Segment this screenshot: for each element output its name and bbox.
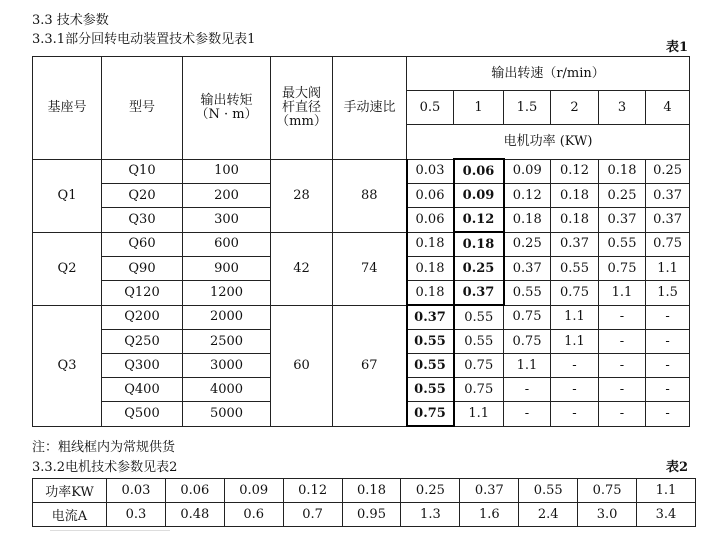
- power-cell: -: [599, 402, 646, 427]
- power-cell: 0.75: [504, 330, 551, 354]
- power-cell: 0.03: [407, 159, 454, 184]
- torque-cell: 4000: [183, 378, 271, 402]
- power-cell: 0.37: [646, 184, 690, 208]
- table1-tag: 表1: [665, 40, 688, 55]
- power-cell: -: [599, 354, 646, 378]
- power-cell: 0.18: [407, 257, 454, 281]
- table2-power-cell: 0.09: [224, 479, 283, 503]
- power-cell: -: [551, 378, 599, 402]
- power-cell: 0.18: [407, 232, 454, 257]
- table2-current-cell: 3.4: [637, 503, 696, 527]
- model-cell: Q400: [102, 378, 183, 402]
- table2-current-cell: 0.48: [165, 503, 224, 527]
- base-cell: Q1: [33, 159, 102, 232]
- power-cell: 0.55: [454, 305, 504, 330]
- power-cell: 0.09: [454, 184, 504, 208]
- power-cell: 0.75: [551, 281, 599, 306]
- table2-power-cell: 0.03: [107, 479, 166, 503]
- power-cell: -: [504, 402, 551, 427]
- power-cell: 0.18: [454, 232, 504, 257]
- model-cell: Q10: [102, 159, 183, 184]
- diameter-cell: 42: [271, 232, 333, 305]
- torque-cell: 100: [183, 159, 271, 184]
- model-cell: Q90: [102, 257, 183, 281]
- power-cell: 0.37: [599, 208, 646, 233]
- ratio-cell: 74: [333, 232, 407, 305]
- power-cell: 1.5: [646, 281, 690, 306]
- power-cell: -: [504, 378, 551, 402]
- table2-current-cell: 3.0: [578, 503, 637, 527]
- table2-tag: 表2: [665, 460, 688, 475]
- power-cell: 0.55: [551, 257, 599, 281]
- power-cell: -: [599, 378, 646, 402]
- torque-cell: 2000: [183, 305, 271, 330]
- power-cell: -: [646, 354, 690, 378]
- power-cell: -: [551, 402, 599, 427]
- power-cell: 0.25: [504, 232, 551, 257]
- header-model: 型号: [102, 57, 183, 160]
- power-cell: 0.18: [551, 184, 599, 208]
- model-cell: Q20: [102, 184, 183, 208]
- header-speed-0: 0.5: [407, 91, 454, 125]
- power-cell: 0.75: [504, 305, 551, 330]
- power-cell: -: [646, 402, 690, 427]
- ratio-cell: 67: [333, 305, 407, 426]
- header-speed-5: 4: [646, 91, 690, 125]
- power-cell: 0.12: [551, 159, 599, 184]
- table2-current-cell: 0.7: [283, 503, 342, 527]
- section-heading: 3.3 技术参数: [32, 13, 109, 28]
- power-cell: 0.37: [551, 232, 599, 257]
- torque-cell: 300: [183, 208, 271, 233]
- torque-cell: 3000: [183, 354, 271, 378]
- torque-cell: 2500: [183, 330, 271, 354]
- header-speed-4: 3: [599, 91, 646, 125]
- power-cell: 0.55: [454, 330, 504, 354]
- power-cell: 0.55: [504, 281, 551, 306]
- table2-current-cell: 1.3: [401, 503, 460, 527]
- torque-cell: 900: [183, 257, 271, 281]
- power-cell: 0.12: [454, 208, 504, 233]
- torque-cell: 1200: [183, 281, 271, 306]
- header-diameter: 最大阀 杆直径 （mm）: [271, 57, 333, 160]
- power-cell: 0.18: [504, 208, 551, 233]
- power-cell: 0.18: [551, 208, 599, 233]
- header-torque: 输出转矩 （N · m）: [183, 57, 271, 160]
- power-cell: 0.12: [504, 184, 551, 208]
- power-cell: 1.1: [454, 402, 504, 427]
- ratio-cell: 88: [333, 159, 407, 232]
- model-cell: Q250: [102, 330, 183, 354]
- power-cell: 0.25: [599, 184, 646, 208]
- table2-power-cell: 0.06: [165, 479, 224, 503]
- model-cell: Q120: [102, 281, 183, 306]
- power-cell: -: [646, 305, 690, 330]
- power-cell: 1.1: [504, 354, 551, 378]
- table2-power-cell: 0.18: [342, 479, 401, 503]
- power-cell: 1.1: [551, 305, 599, 330]
- header-ratio: 手动速比: [333, 57, 407, 160]
- power-cell: 0.55: [407, 354, 454, 378]
- model-cell: Q60: [102, 232, 183, 257]
- table2-power-cell: 0.75: [578, 479, 637, 503]
- power-cell: -: [646, 330, 690, 354]
- table-note: 注：粗线框内为常规供货: [32, 440, 176, 455]
- subsection-heading-1: 3.3.1部分回转电动装置技术参数见表1: [32, 32, 256, 47]
- power-cell: 0.06: [407, 208, 454, 233]
- model-cell: Q200: [102, 305, 183, 330]
- table2-power-label: 功率KW: [33, 479, 107, 503]
- header-speed-2: 1.5: [504, 91, 551, 125]
- model-cell: Q300: [102, 354, 183, 378]
- power-cell: 0.75: [454, 354, 504, 378]
- base-cell: Q2: [33, 232, 102, 305]
- table2-current-cell: 0.6: [224, 503, 283, 527]
- power-cell: 0.55: [599, 232, 646, 257]
- power-cell: 0.55: [407, 378, 454, 402]
- header-speed-3: 2: [551, 91, 599, 125]
- model-cell: Q500: [102, 402, 183, 427]
- power-cell: 0.18: [407, 281, 454, 306]
- table2-current-cell: 2.4: [519, 503, 578, 527]
- model-cell: Q30: [102, 208, 183, 233]
- power-cell: 0.75: [407, 402, 454, 427]
- power-cell: -: [599, 305, 646, 330]
- base-cell: Q3: [33, 305, 102, 426]
- power-cell: 0.37: [646, 208, 690, 233]
- table2-current-label: 电流A: [33, 503, 107, 527]
- header-speed-group: 输出转速（r/min）: [407, 57, 690, 91]
- power-cell: -: [551, 354, 599, 378]
- table-row: [33, 305, 690, 330]
- table2-current-cell: 0.3: [107, 503, 166, 527]
- power-cell: 0.55: [407, 330, 454, 354]
- power-cell: 0.25: [646, 159, 690, 184]
- power-cell: 1.1: [646, 257, 690, 281]
- power-cell: 0.09: [504, 159, 551, 184]
- table2-power-cell: 0.37: [460, 479, 519, 503]
- table2-power-cell: 0.12: [283, 479, 342, 503]
- power-cell: 0.75: [599, 257, 646, 281]
- power-cell: 0.37: [407, 305, 454, 330]
- power-cell: 1.1: [599, 281, 646, 306]
- diameter-cell: 60: [271, 305, 333, 426]
- table2-power-cell: 1.1: [637, 479, 696, 503]
- table2-current-cell: 0.95: [342, 503, 401, 527]
- power-cell: 1.1: [551, 330, 599, 354]
- power-cell: -: [646, 378, 690, 402]
- subsection-heading-2: 3.3.2电机技术参数见表2: [32, 460, 178, 475]
- torque-cell: 5000: [183, 402, 271, 427]
- torque-cell: 200: [183, 184, 271, 208]
- power-cell: 0.25: [454, 257, 504, 281]
- diameter-cell: 28: [271, 159, 333, 232]
- table2-power-cell: 0.55: [519, 479, 578, 503]
- header-power-label: 电机功率 (KW): [407, 125, 690, 160]
- header-base: 基座号: [33, 57, 102, 160]
- power-cell: 0.06: [454, 159, 504, 184]
- table2-power-cell: 0.25: [401, 479, 460, 503]
- power-cell: -: [599, 330, 646, 354]
- power-cell: 0.75: [454, 378, 504, 402]
- power-cell: 0.06: [407, 184, 454, 208]
- table2-current-cell: 1.6: [460, 503, 519, 527]
- power-cell: 0.37: [454, 281, 504, 306]
- table-row: [33, 232, 690, 257]
- header-speed-1: 1: [454, 91, 504, 125]
- table1: [32, 56, 690, 427]
- page-bottom-trace: [50, 530, 170, 531]
- power-cell: 0.75: [646, 232, 690, 257]
- torque-cell: 600: [183, 232, 271, 257]
- power-cell: 0.37: [504, 257, 551, 281]
- power-cell: 0.18: [599, 159, 646, 184]
- table-row: [33, 159, 690, 184]
- table2: [32, 478, 696, 527]
